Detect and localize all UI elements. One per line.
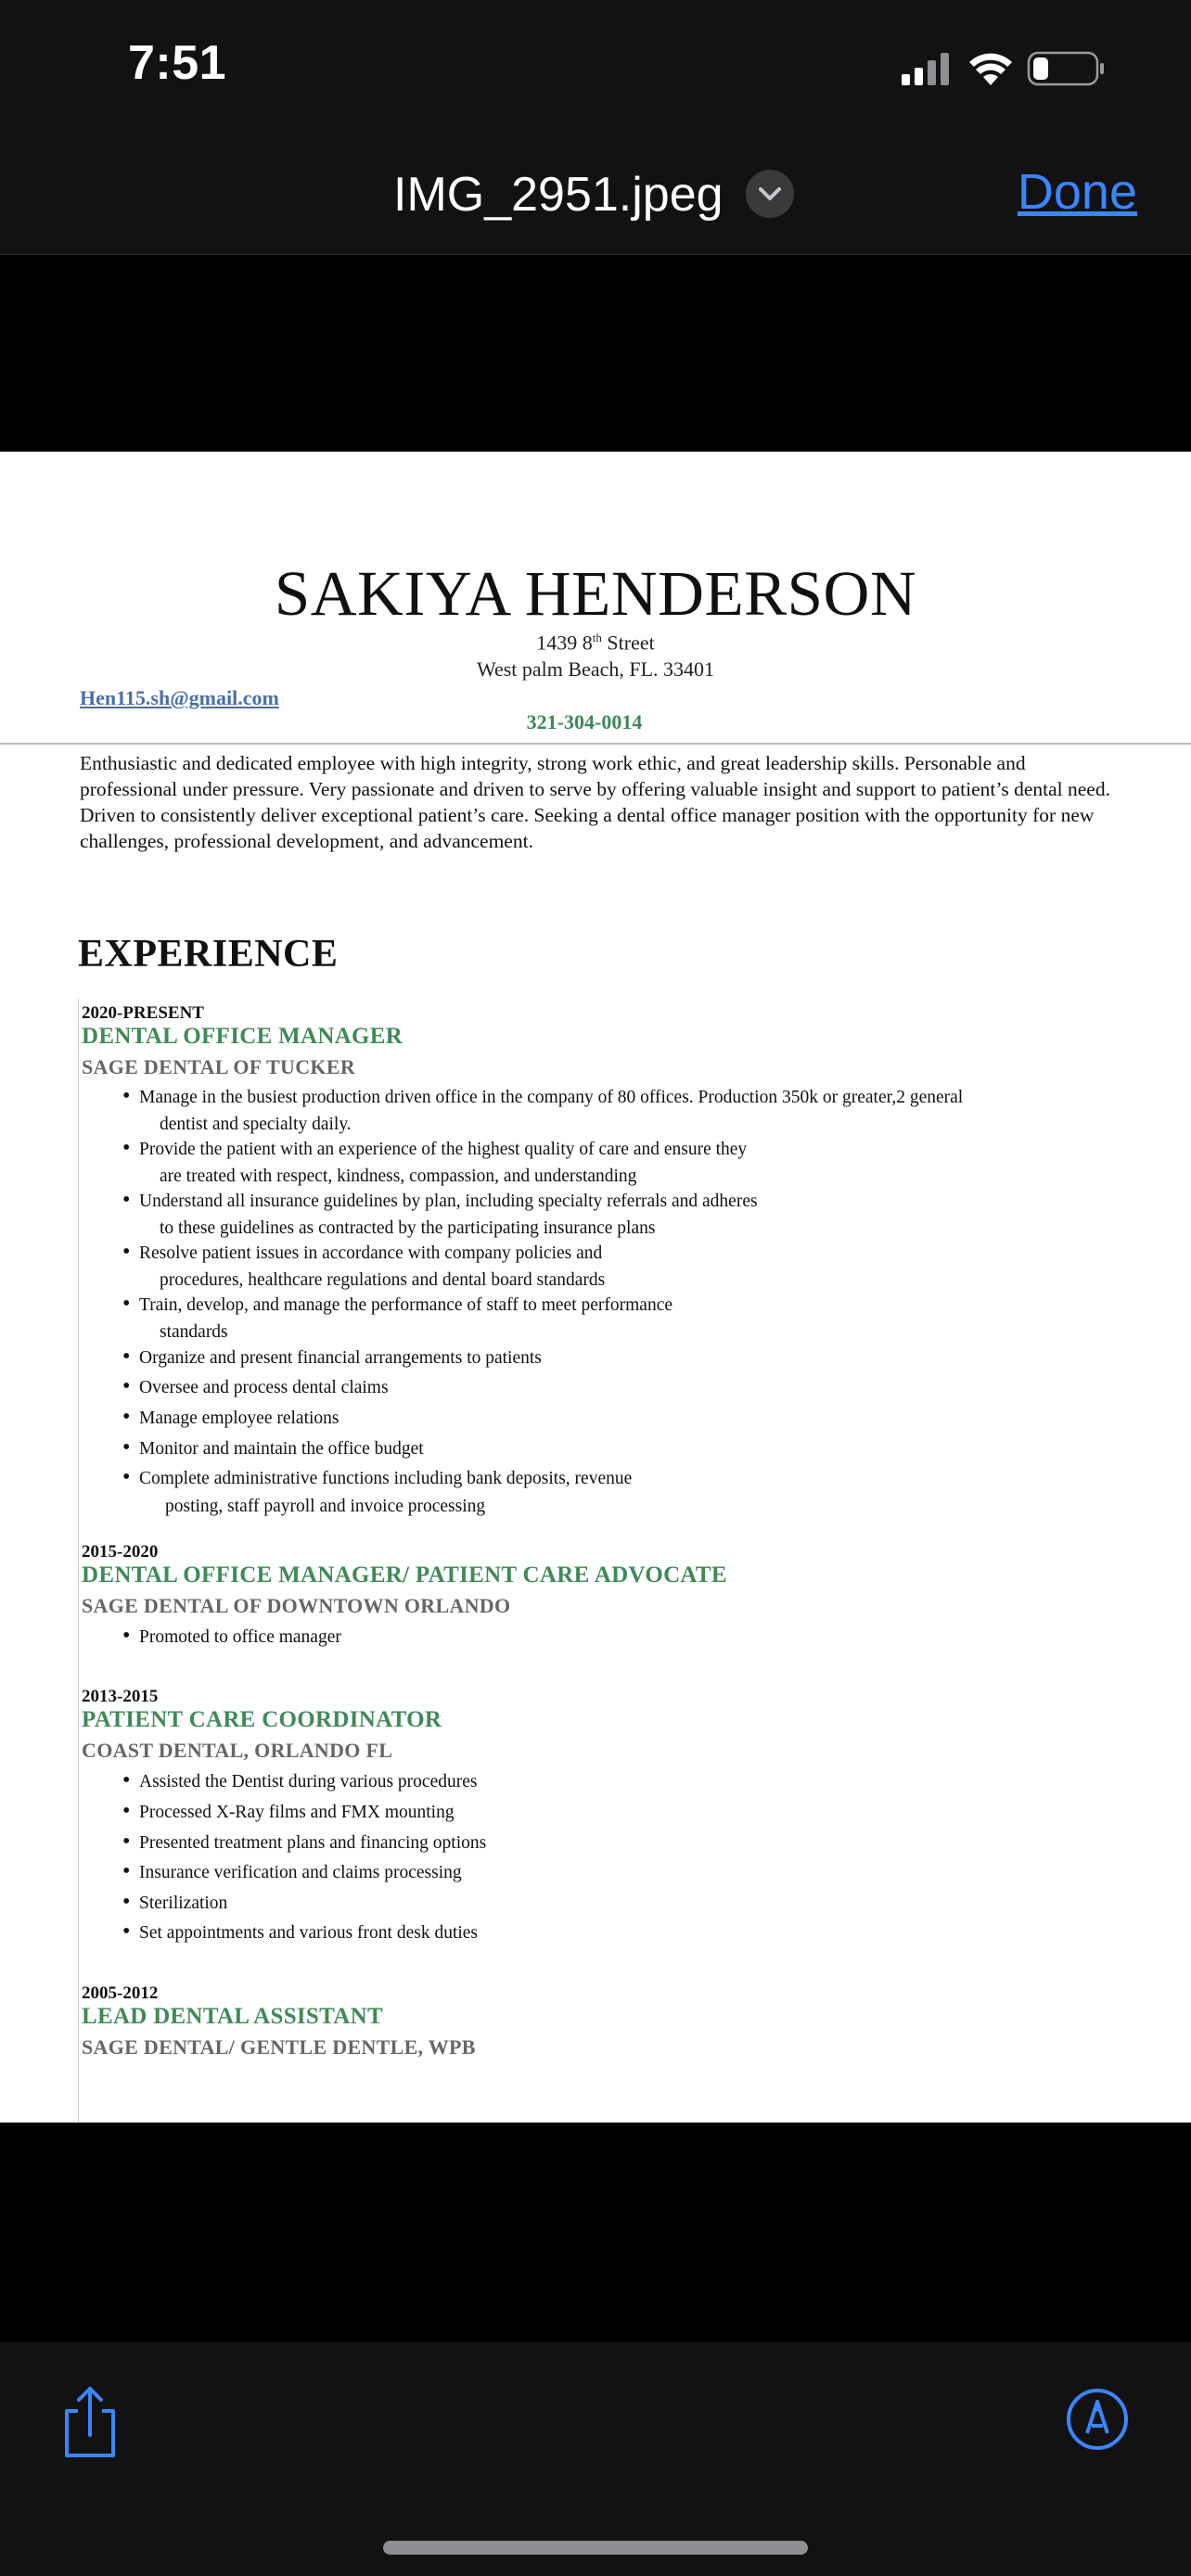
list-item: • Resolve patient issues in accordance with company policies and [122, 1240, 603, 1264]
resume-summary: Enthusiastic and dedicated employee with high integrity, strong work ethic, and great leadership skills. Personable and professional under pressure. Very passionate and driven to serve by offering valuable insight and support to patient’s dental need. Driven to consistently deliver exceptional patient’s care. Seeking a dental office manager position with the opportunity for new challenges, professional development, and advancement. [80, 752, 1110, 852]
status-bar [0, 0, 1191, 130]
chevron-down-icon [746, 170, 794, 218]
resume-phone: 321-304-0014 [526, 710, 643, 733]
list-item: • Manage in the busiest production driven office in the company of 80 offices. Production 350k or greater,2 general [122, 1084, 964, 1108]
job-title: DENTAL OFFICE MANAGER/ PATIENT CARE ADVOCATE [82, 1562, 727, 1588]
job-employer: COAST DENTAL, ORLANDO FL [82, 1739, 393, 1762]
image-letterbox-top [0, 255, 1191, 452]
resume-image[interactable] [0, 452, 1191, 2123]
job-years: 2020-PRESENT [82, 1003, 204, 1023]
share-icon [54, 2383, 126, 2463]
list-item: • Monitor and maintain the office budget [122, 1435, 424, 1460]
list-item: • Presented treatment plans and financing options [122, 1830, 487, 1854]
list-item-continuation: to these guidelines as contracted by the participating insurance plans [160, 1218, 656, 1238]
list-item: • Complete administrative functions including bank deposits, revenue [122, 1465, 633, 1489]
resume-email: Hen115.sh@gmail.com [80, 686, 279, 709]
list-item: • Train, develop, and manage the performance of staff to meet performance [122, 1292, 673, 1316]
job-employer: SAGE DENTAL/ GENTLE DENTLE, WPB [82, 2035, 476, 2059]
resume-address-city: West palm Beach, FL. 33401 [476, 657, 715, 681]
list-item-continuation: posting, staff payroll and invoice processing [165, 1497, 486, 1516]
share-button[interactable] [54, 2383, 126, 2463]
list-item: • Processed X-Ray films and FMX mounting [122, 1799, 455, 1823]
battery-icon [1029, 53, 1104, 84]
job-years: 2015-2020 [82, 1542, 159, 1562]
list-item-continuation: are treated with respect, kindness, compassion, and understanding [160, 1167, 637, 1186]
job-years: 2013-2015 [82, 1687, 159, 1706]
job-title: PATIENT CARE COORDINATOR [82, 1707, 442, 1732]
list-item: • Set appointments and various front desk duties [122, 1919, 479, 1944]
file-title[interactable]: IMG_2951.jpeg [393, 168, 724, 222]
cellular-signal-icon [902, 53, 949, 85]
list-item-continuation: dentist and specialty daily. [160, 1115, 352, 1134]
home-indicator[interactable] [383, 2541, 808, 2555]
status-time: 7:51 [128, 36, 227, 90]
job-employer: SAGE DENTAL OF DOWNTOWN ORLANDO [82, 1594, 511, 1617]
navigation-bar [0, 130, 1191, 255]
resume-name: SAKIYA HENDERSON [274, 558, 917, 629]
markup-button[interactable] [1065, 2387, 1130, 2452]
list-item-continuation: procedures, healthcare regulations and dental board standards [160, 1270, 606, 1290]
wifi-icon [969, 54, 1012, 85]
done-button[interactable]: Done [1017, 164, 1137, 220]
list-item-continuation: standards [160, 1322, 228, 1342]
list-item: • Oversee and process dental claims [122, 1374, 389, 1398]
markup-icon [1065, 2387, 1130, 2452]
resume-address-street: 1439 8th Street [536, 631, 655, 655]
header-divider [0, 743, 1191, 745]
list-item: • Organize and present financial arrangements to patients [122, 1345, 542, 1369]
list-item: • Insurance verification and claims processing [122, 1859, 462, 1883]
job-title: DENTAL OFFICE MANAGER [82, 1024, 403, 1049]
list-item: • Promoted to office manager [122, 1624, 341, 1648]
experience-heading: EXPERIENCE [78, 933, 339, 976]
job-title: LEAD DENTAL ASSISTANT [82, 2004, 383, 2029]
list-item: • Sterilization [122, 1890, 228, 1914]
experience-divider [78, 999, 79, 2123]
status-icons [902, 48, 1115, 85]
job-employer: SAGE DENTAL OF TUCKER [82, 1055, 356, 1078]
title-menu-button[interactable] [746, 170, 794, 218]
job-years: 2005-2012 [82, 1983, 159, 2003]
list-item: • Understand all insurance guidelines by plan, including specialty referrals and adheres [122, 1188, 758, 1212]
image-letterbox-bottom [0, 2123, 1191, 2342]
list-item: • Assisted the Dentist during various procedures [122, 1768, 478, 1792]
list-item: • Provide the patient with an experience of the highest quality of care and ensure they [122, 1136, 748, 1160]
list-item: • Manage employee relations [122, 1405, 339, 1429]
